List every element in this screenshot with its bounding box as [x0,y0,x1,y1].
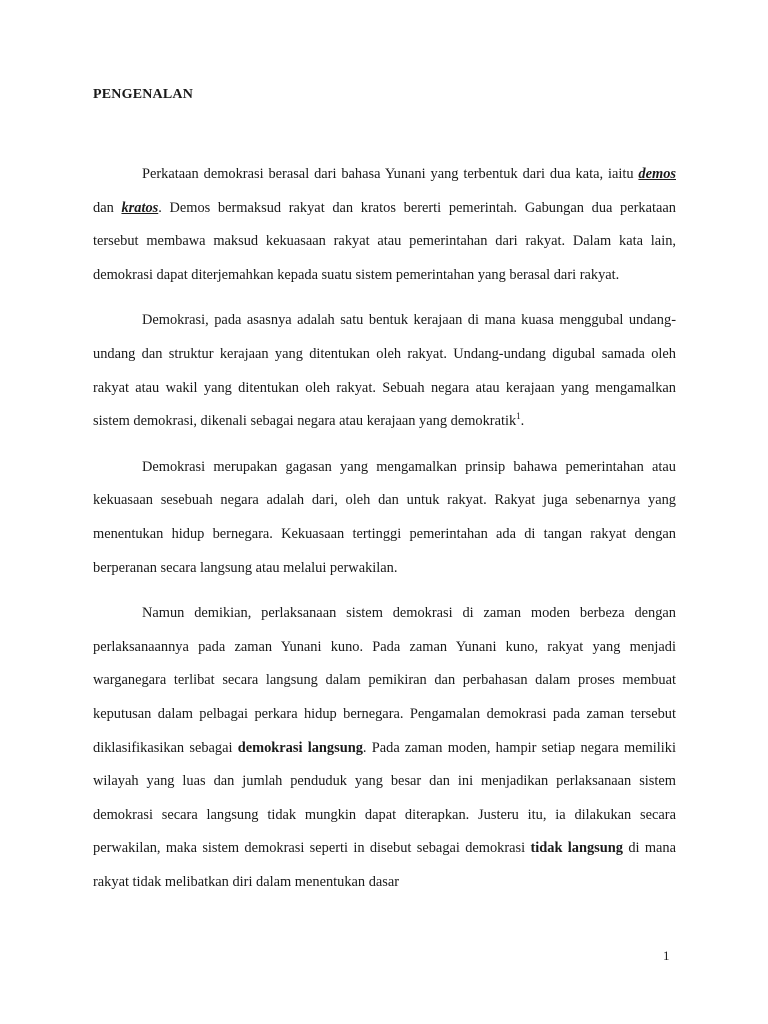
section-heading: PENGENALAN [93,87,194,102]
paragraph-3-text: Demokrasi merupakan gagasan yang mengamalkan prinsip bahawa pemerintahan atau kekuasaan sesebuah negara adalah dari, oleh dan untuk rakyat. Rakyat juga sebenarnya yang menentukan hidup bernegara. Kekuasaan tertinggi pemerintahan ada di tangan rakyat dengan berperanan secara langsung atau melalui perwakilan. [93,458,676,576]
paragraph-2-text-a: Demokrasi, pada asasnya adalah satu bentuk kerajaan di mana kuasa menggubal undang-undang dan struktur kerajaan yang ditentukan oleh rakyat. Undang-undang digubal samada oleh rakyat atau wakil yang ditentukan oleh rakyat. Sebuah negara atau kerajaan yang mengamalkan sistem demokrasi, dikenali sebagai negara atau kerajaan yang demokratik [93,312,676,430]
paragraph-2 [93,304,676,438]
term-demokrasi-langsung: demokrasi langsung [237,739,363,756]
paragraph-4-text-b: . Pada zaman moden, hampir setiap negara memiliki wilayah yang luas dan jumlah penduduk yang besar dan ini menjadikan perlaksanaan sistem demokrasi secara langsung tidak mungkin dapat diterapkan. Justeru itu, ia dilakukan secara perwakilan, maka sistem demokrasi seperti in disebut sebagai demokrasi [93,739,676,857]
term-tidak-langsung: tidak langsung [530,840,623,857]
paragraph-3 [93,451,676,585]
body-text [93,158,676,911]
term-demos: demos [638,166,676,182]
paragraph-4-text-c: di mana rakyat tidak melibatkan diri dalam menentukan dasar [93,840,676,890]
term-kratos: kratos [121,199,159,216]
page-number: 1 [663,948,670,963]
footnote-reference[interactable]: 1 [516,411,521,422]
paragraph-1-text-c: . Demos bermaksud rakyat dan kratos bererti pemerintah. Gabungan dua perkataan tersebut membawa maksud kekuasaan rakyat atau pemerintahan dari rakyat. Dalam kata lain, demokrasi dapat diterjemahkan kepada suatu sistem pemerintahan yang berasal dari rakyat. [93,199,676,283]
paragraph-1-text-a: Perkataan demokrasi berasal dari bahasa Yunani yang terbentuk dari dua kata, iaitu [142,166,639,182]
paragraph-1 [93,158,676,292]
paragraph-2-text-b: . [520,413,525,430]
paragraph-1-text-b: dan [93,199,122,216]
paragraph-4 [93,597,676,899]
paragraph-4-text-a: Namun demikian, perlaksanaan sistem demokrasi di zaman moden berbeza dengan perlaksanaannya pada zaman Yunani kuno. Pada zaman Yunani kuno, rakyat yang menjadi warganegara terlibat secara langsung dalam pemikiran dan perbahasan dalam proses membuat keputusan dalam pelbagai perkara hidup bernegara. Pengamalan demokrasi pada zaman tersebut diklasifikasikan sebagai [93,605,676,756]
